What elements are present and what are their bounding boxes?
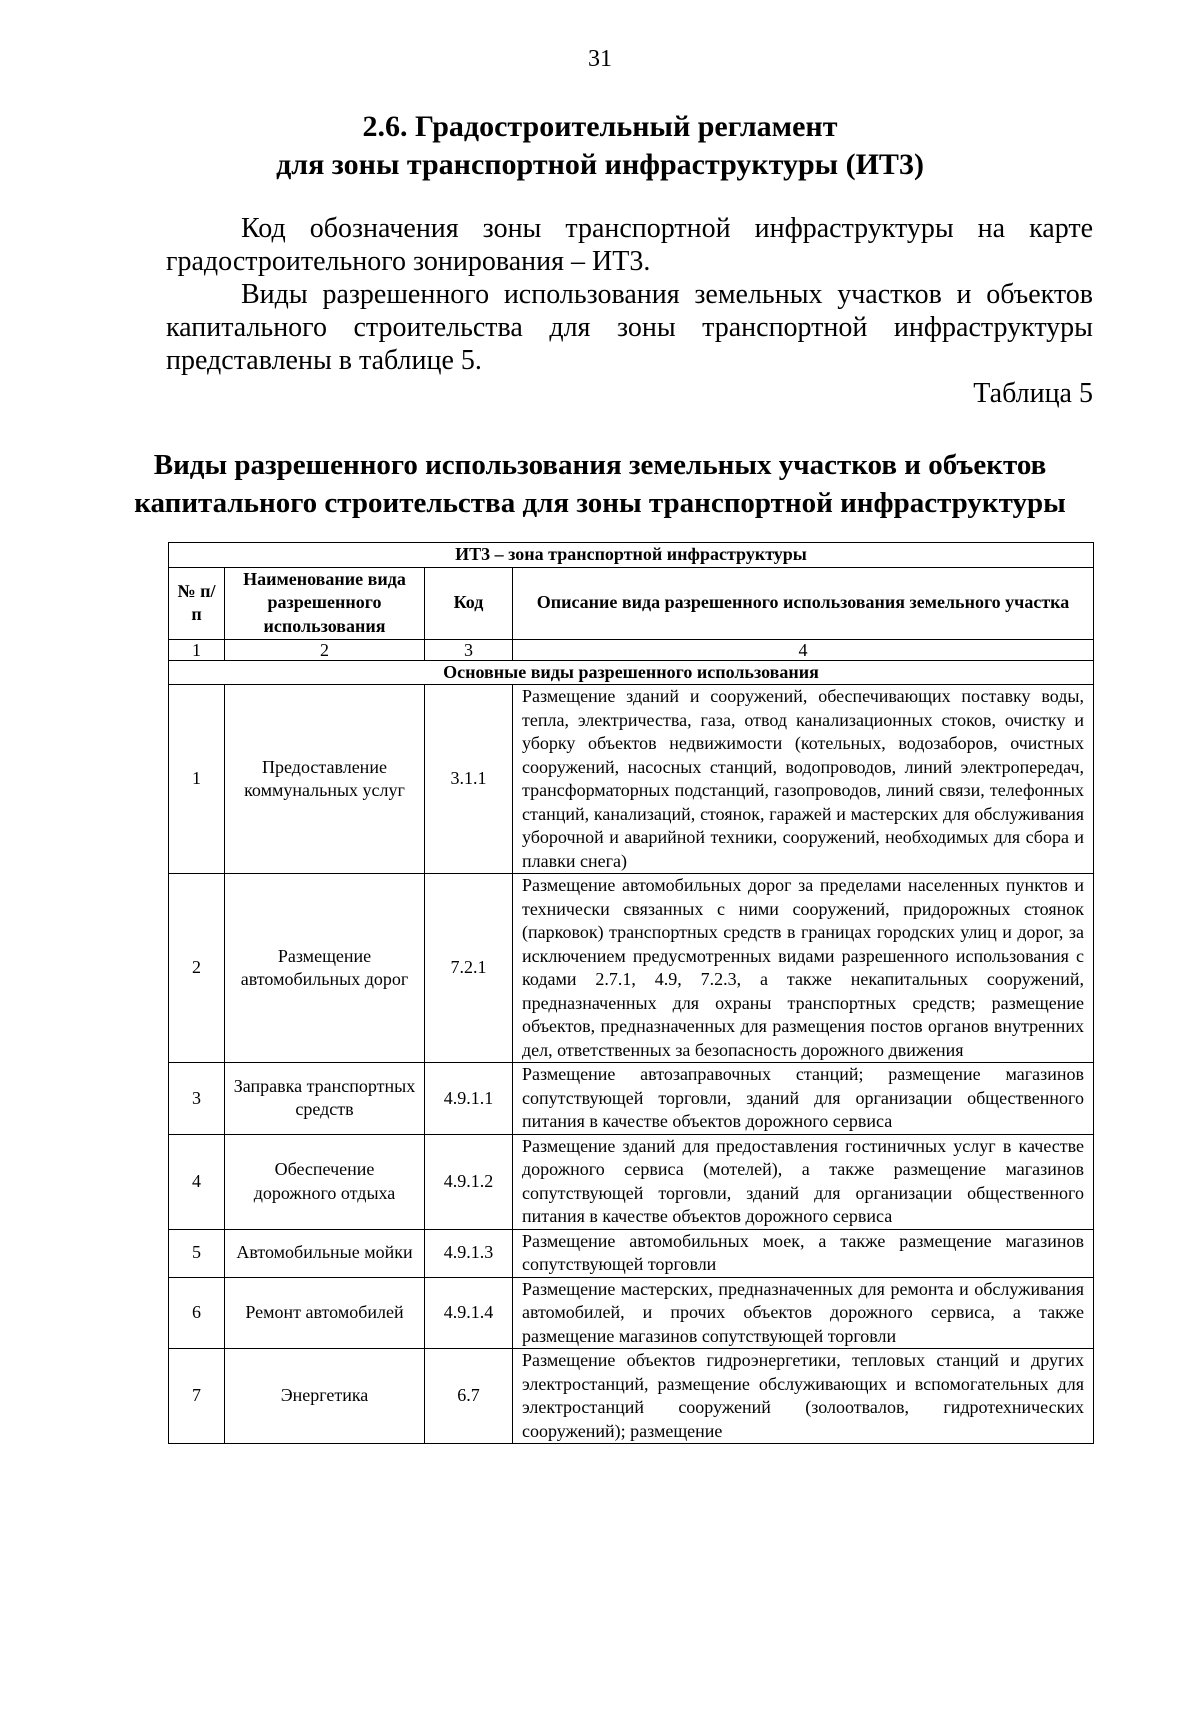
table-row [169,1134,1094,1229]
row-num: 2 [169,874,225,1063]
page-number: 31 [588,46,612,72]
row-description: Размещение зданий для предоставления гостиничных услуг в качестве дорожного сервиса (мотелей), а также размещение магазинов сопутствующей торговли, зданий для организации общественного питания в качестве объектов дорожного сервиса [513,1134,1094,1229]
row-code: 7.2.1 [425,874,513,1063]
column-number: 2 [225,639,425,660]
row-code: 3.1.1 [425,685,513,874]
row-name: Предоставление коммунальных услуг [225,685,425,874]
group-title-row [169,660,1094,685]
row-name: Ремонт автомобилей [225,1277,425,1349]
table-heading [0,446,1200,522]
paragraph-table-reference: Виды разрешенного использования земельных участков и объектов капитального строительства для зоны транспортной инфраструктуры представлены в таблице 5. [166,279,1093,376]
column-number: 1 [169,639,225,660]
row-name: Обеспечение дорожного отдыха [225,1134,425,1229]
table-row [169,1229,1094,1277]
table-row [169,1063,1094,1135]
header-row [169,567,1094,639]
row-description: Размещение автомобильных моек, а также размещение магазинов сопутствующей торговли [513,1229,1094,1277]
section-title-line-2: для зоны транспортной инфраструктуры (ИТ3) [276,148,924,181]
row-description: Размещение автомобильных дорог за пределами населенных пунктов и технически связанных с ними сооружений, придорожных стоянок (парковок) транспортных средств в границах городских улиц и дорог, за исключением предусмотренных видами разрешенного использования с кодами 2.7.1, 4.9, 7.2.3, а также некапитальных сооружений, предназначенных для охраны транспортных средств; размещение объектов, предназначенных для размещения постов органов внутренних дел, ответственных за безопасность дорожного движения [513,874,1094,1063]
zone-title: ИТ3 – зона транспортной инфраструктуры [169,543,1094,568]
row-num: 5 [169,1229,225,1277]
row-name: Заправка транспортных средств [225,1063,425,1135]
row-num: 1 [169,685,225,874]
row-code: 6.7 [425,1349,513,1444]
table-row [169,874,1094,1063]
header-num: № п/п [169,567,225,639]
column-number: 4 [513,639,1094,660]
row-name: Автомобильные мойки [225,1229,425,1277]
row-code: 4.9.1.3 [425,1229,513,1277]
row-description: Размещение мастерских, предназначенных для ремонта и обслуживания автомобилей, и прочих объектов дорожного сервиса, а также размещение магазинов сопутствующей торговли [513,1277,1094,1349]
paragraph-zone-code: Код обозначения зоны транспортной инфраструктуры на карте градостроительного зонирования – ИТ3. [166,213,1093,277]
land-use-table [168,542,1094,1444]
row-num: 7 [169,1349,225,1444]
row-code: 4.9.1.1 [425,1063,513,1135]
row-description: Размещение объектов гидроэнергетики, тепловых станций и других электростанций, размещение обслуживающих и вспомогательных для электростанций сооружений (золоотвалов, гидротехнических сооружений); размещение [513,1349,1094,1444]
column-number-row [169,639,1094,660]
section-title-line-1: 2.6. Градостроительный регламент [362,110,838,143]
header-description: Описание вида разрешенного использования земельного участка [513,567,1094,639]
row-code: 4.9.1.2 [425,1134,513,1229]
section-title [0,108,1200,184]
header-code: Код [425,567,513,639]
header-name: Наименование вида разрешенного использования [225,567,425,639]
zone-title-row [169,543,1094,568]
table-row [169,1349,1094,1444]
row-description: Размещение автозаправочных станций; размещение магазинов сопутствующей торговли, зданий для организации общественного питания в качестве объектов дорожного сервиса [513,1063,1094,1135]
table-heading-line-1: Виды разрешенного использования земельных участков и объектов [153,449,1047,481]
table-heading-line-2: капитального строительства для зоны транспортной инфраструктуры [134,487,1066,519]
column-number: 3 [425,639,513,660]
row-name: Размещение автомобильных дорог [225,874,425,1063]
group-title: Основные виды разрешенного использования [169,660,1094,685]
row-num: 3 [169,1063,225,1135]
table-caption: Таблица 5 [973,378,1093,409]
table-row [169,685,1094,874]
row-num: 6 [169,1277,225,1349]
row-code: 4.9.1.4 [425,1277,513,1349]
row-name: Энергетика [225,1349,425,1444]
row-num: 4 [169,1134,225,1229]
row-description: Размещение зданий и сооружений, обеспечивающих поставку воды, тепла, электричества, газа, отвод канализационных стоков, очистку и уборку объектов недвижимости (котельных, водозаборов, очистных сооружений, насосных станций, водопроводов, линий электропередач, трансформаторных подстанций, газопроводов, линий связи, телефонных станций, канализаций, стоянок, гаражей и мастерских для обслуживания уборочной и аварийной техники, сооружений, необходимых для сбора и плавки снега) [513,685,1094,874]
table-row [169,1277,1094,1349]
